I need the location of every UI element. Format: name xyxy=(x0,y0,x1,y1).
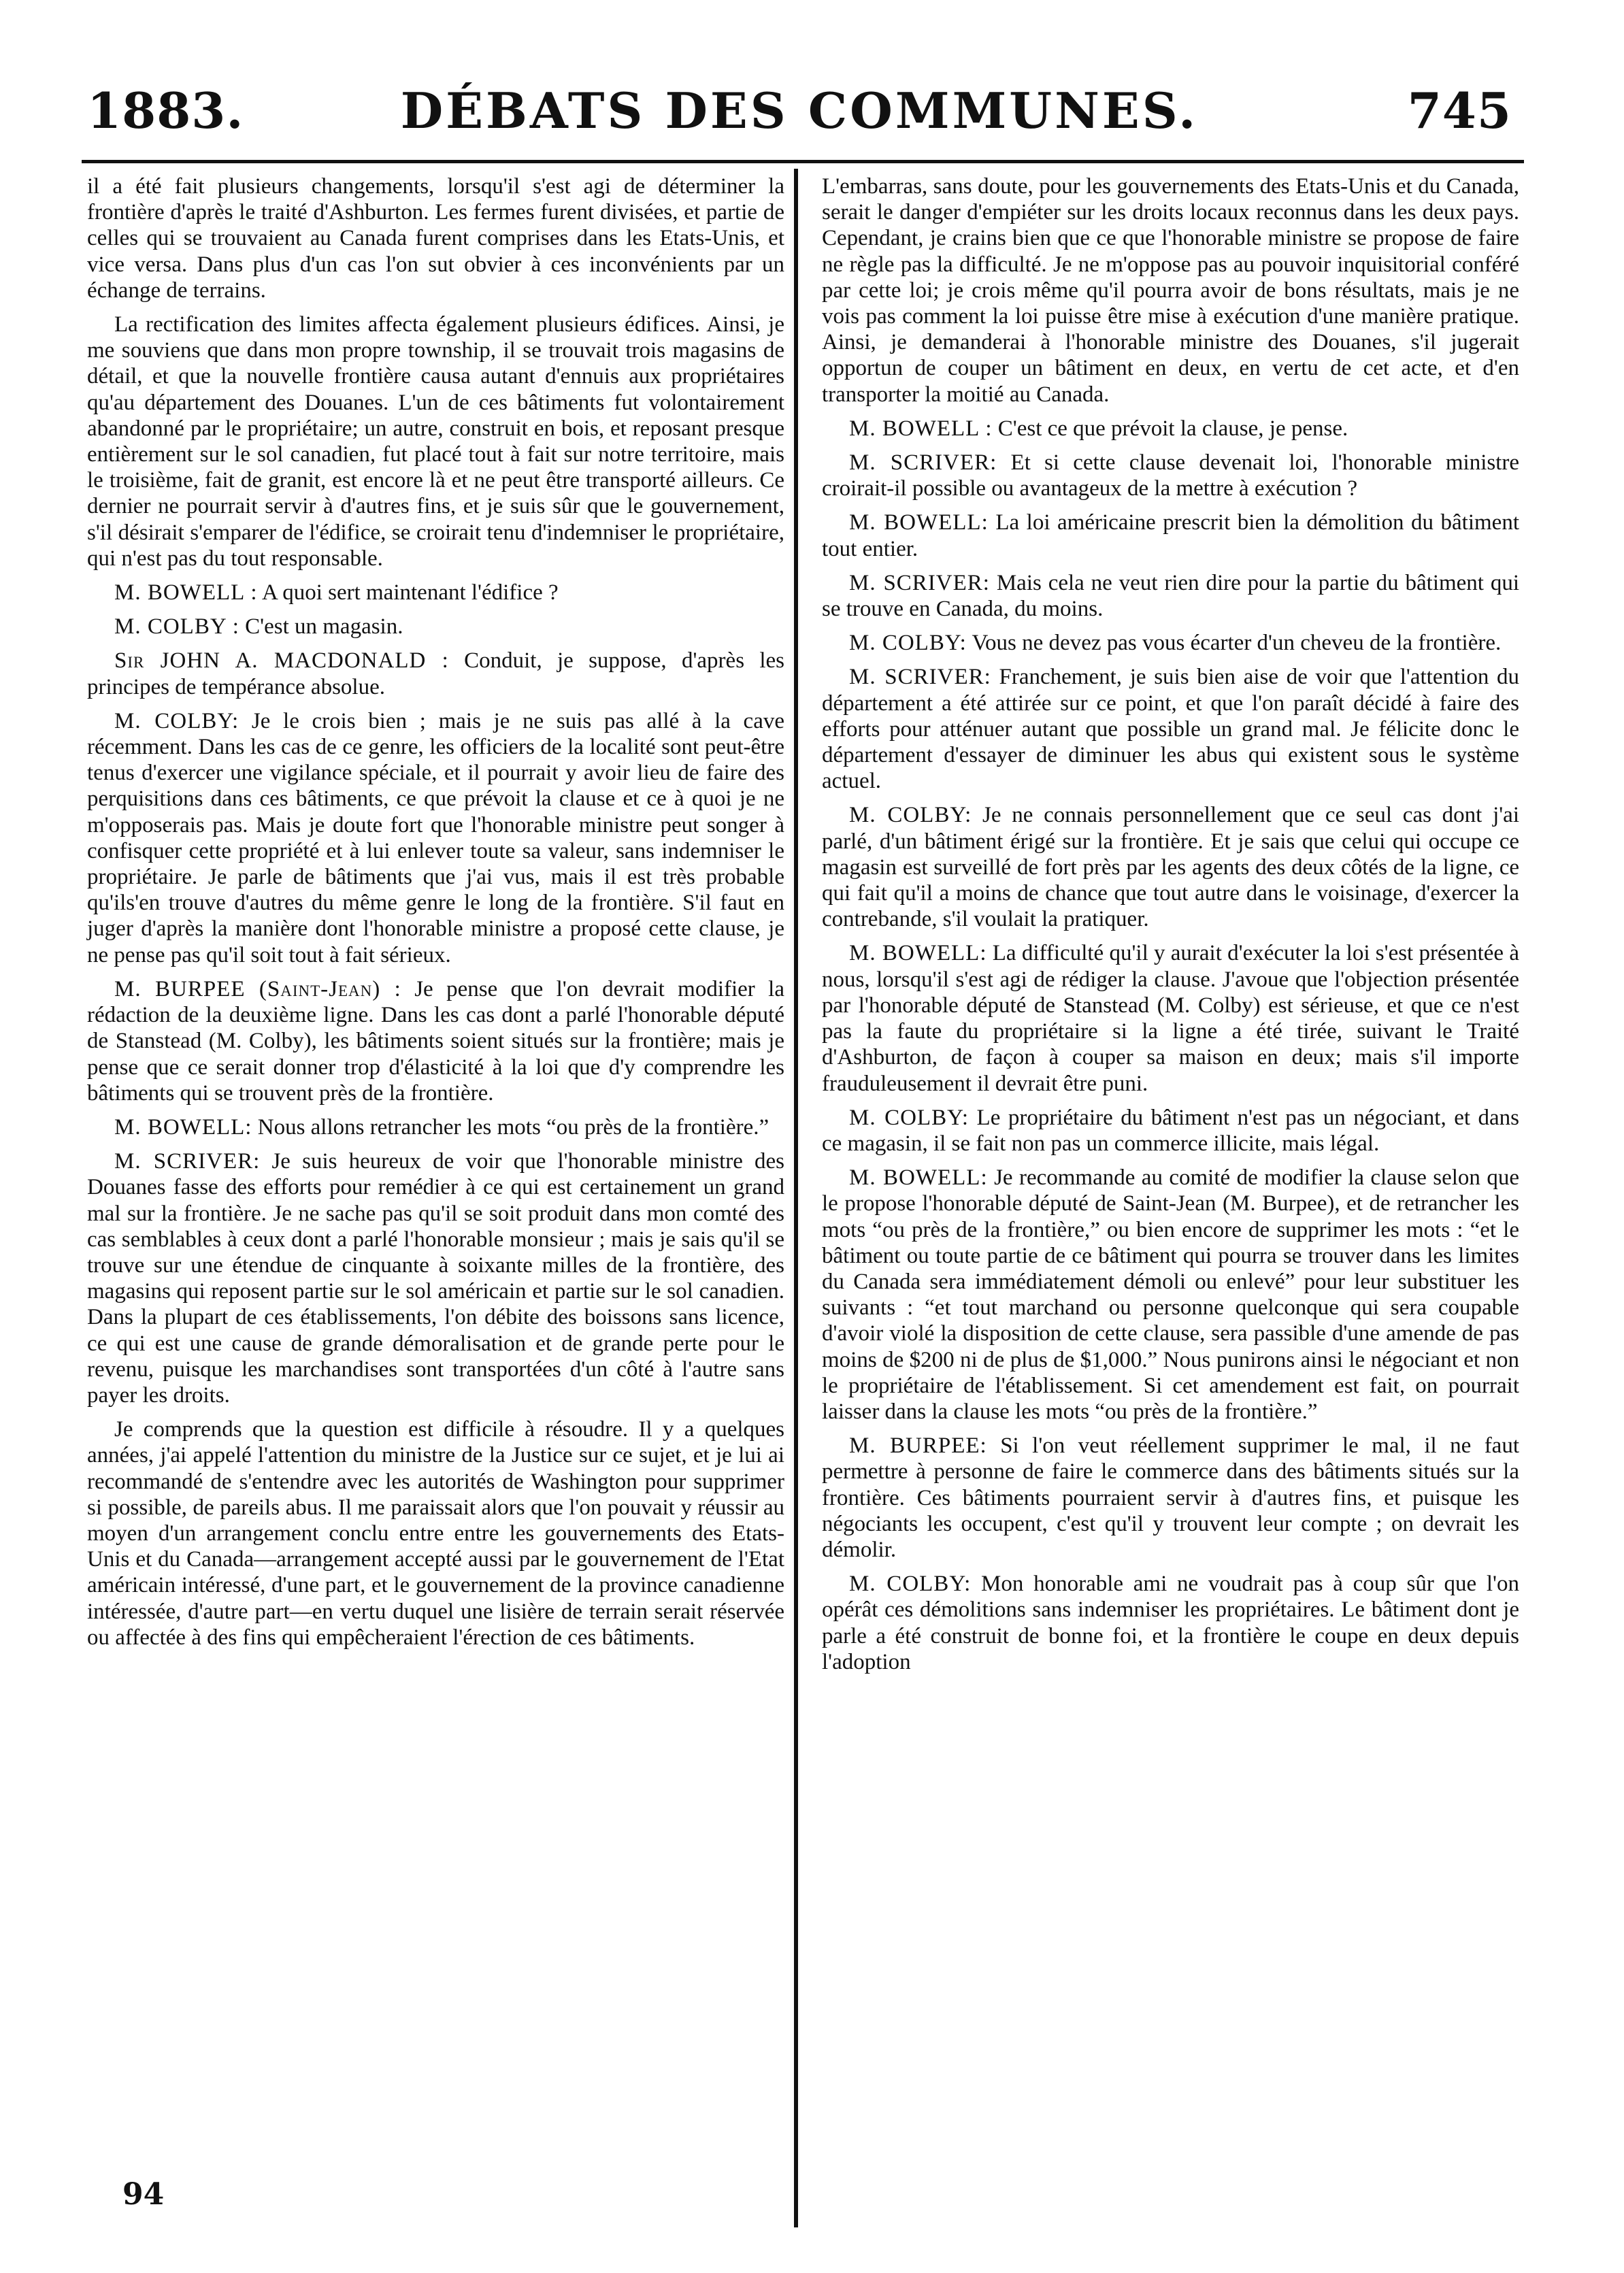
speaker-name: M. SCRIVER: xyxy=(114,1149,261,1174)
paragraph-text: Mais cela ne veut rien dire pour la partie du bâtiment qui se trouve en Canada, du moins. xyxy=(822,570,1519,622)
paragraph xyxy=(822,1433,1519,1563)
column-divider xyxy=(794,169,798,2227)
paragraph xyxy=(822,664,1519,794)
paragraph-text: Le propriétaire du bâtiment n'est pas un négociant, et dans ce magasin, il se fait non pas un commerce illicite, mais légal. xyxy=(822,1105,1519,1156)
paragraph xyxy=(822,630,1519,656)
header-title: DÉBATS DES COMMUNES. xyxy=(400,82,1199,139)
speaker-name: M. BOWELL: xyxy=(849,510,989,535)
paragraph xyxy=(822,1105,1519,1157)
paragraph-text: Si l'on veut réellement supprimer le mal, il ne faut permettre à personne de faire le commerce dans des bâtiments situés sur la frontière. Ces bâtiments pourraient servir à d'autres fins, et puisque les négociants les occupent, c'est qu'il y trouvent leur compte ; on devrait les démolir. xyxy=(822,1433,1519,1562)
header-year: 1883. xyxy=(87,82,244,139)
speaker-name: M. COLBY: xyxy=(849,803,972,828)
paragraph xyxy=(87,614,784,640)
paragraph xyxy=(87,312,784,571)
paragraph xyxy=(822,450,1519,501)
paragraph-text: Je le crois bien ; mais je ne suis pas allé à la cave récemment. Dans les cas de ce genre, les officiers de la localité sont peut-être tenus d'exercer une vigilance spéciale, et il pourrait y avoir lieu de faire des perquisitions dans ces bâtiments, ce que prévoit la clause et ce à quoi je ne m'opposerais pas. Mais je doute fort que l'honorable ministre peut songer à confisquer cette propriété et à lui enlever toute sa valeur, sans indemniser le propriétaire. Je parle de bâtiments que j'ai vus, mais il est très probable qu'ils'en trouve d'autres du même genre le long de la frontière. S'il faut en juger d'après la manière dont l'honorable ministre a proposé cette clause, je ne pense pas qu'il soit tout à fait sérieux. xyxy=(87,708,784,967)
speaker-name: M. COLBY: xyxy=(114,708,239,733)
paragraph xyxy=(87,1416,784,1650)
paragraph-text: il a été fait plusieurs changements, lorsqu'il s'est agi de déterminer la frontière d'après le traité d'Ashburton. Les fermes furent divisées, et partie de celles qui se trouvaient au Canada furent comprises dans les Etats-Unis, et vice versa. Dans plus d'un cas l'on sut obvier à ces inconvénients par un échange de terrains. xyxy=(87,174,784,303)
speaker-name: M. BOWELL: xyxy=(849,1165,988,1191)
speaker-name: M. COLBY : xyxy=(114,614,239,640)
paragraph xyxy=(87,648,784,699)
speaker-name: M. SCRIVER: xyxy=(849,450,997,476)
speaker-name: M. COLBY: xyxy=(849,1105,970,1130)
paragraph-text: L'embarras, sans doute, pour les gouvernements des Etats-Unis et du Canada, serait le danger d'empiéter sur les droits locaux reconnus dans les deux pays. Cependant, je crains bien que ce que l'honorable ministre se propose de faire ne règle pas la difficulté. Je ne m'oppose pas au pouvoir inquisitorial conféré par cette loi; je crois même qu'il pourra avoir de bons résultats, mais je ne vois pas comment la loi puisse être mise à exécution d'une manière pratique. Ainsi, je demanderai à l'honorable ministre des Douanes, s'il jugerait opportun de couper un bâtiment en deux, en vertu de cet acte, et d'en transporter la moitié au Canada. xyxy=(822,174,1519,407)
paragraph xyxy=(87,708,784,968)
speaker-name: M. COLBY: xyxy=(849,1572,972,1597)
speaker-name: M. BOWELL: xyxy=(114,1114,252,1140)
paragraph xyxy=(87,173,784,303)
paragraph-text: C'est un magasin. xyxy=(245,614,403,640)
paragraph xyxy=(87,1148,784,1408)
paragraph xyxy=(822,416,1519,442)
paragraph-text: C'est ce que prévoit la clause, je pense. xyxy=(997,416,1348,441)
paragraph xyxy=(822,802,1519,932)
paragraph-text: Vous ne devez pas vous écarter d'un cheveu de la frontière. xyxy=(972,631,1502,656)
paragraph-text: La difficulté qu'il y aurait d'exécuter la loi s'est présentée à nous, lorsqu'il s'est agi de rédiger la clause. J'avoue que l'objection présentée par l'honorable député de Stanstead (M. Colby) est sérieuse, et que ce n'est pas la faute du propriétaire si la ligne a été tirée, suivant le Traité d'Ashburton, de façon à couper sa maison en deux; mais s'il importe frauduleusement il devrait être puni. xyxy=(822,941,1519,1096)
paragraph-text: Mon honorable ami ne voudrait pas à coup sûr que l'on opérât ces démolitions sans indemniser les propriétaires. Le bâtiment dont je parle a été construit de bonne foi, et la frontière le coupe en deux depuis l'adoption xyxy=(822,1572,1520,1674)
paragraph-text: Je recommande au comité de modifier la clause selon que le propose l'honorable député de Saint-Jean (M. Burpee), et de retrancher les mots “ou près de la frontière,” ou bien encore de supprimer les mots : “et le bâtiment ou toute partie de ce bâtiment qui pourra se trouver dans les limites du Canada sera immédiatement démoli ou enlevé” pour leur substituer les suivants : “et tout marchand ou personne quelconque qui sera coupable d'avoir violé la disposition de cette clause, sera passible d'une amende de pas moins de $200 ni de plus de $1,000.” Nous punirons ainsi le négociant et non le propriétaire de l'établissement. Si cet amendement est fait, on pourrait laisser dans la clause les mots “ou près de la frontière.” xyxy=(822,1165,1519,1424)
paragraph xyxy=(822,173,1519,408)
paragraph xyxy=(822,510,1519,561)
paragraph xyxy=(87,580,784,605)
paragraph-text: Je suis heureux de voir que l'honorable ministre des Douanes fasse des efforts pour remédier à ce qui est certainement un grand mal sur la frontière. Je ne sache pas qu'il se soit produit dans mon comté des cas semblables à ceux dont a parlé l'honorable monsieur ; mais je sais qu'il se trouve sur une étendue de cinquante à soixante milles de la frontière, des magasins qui reposent partie sur le sol américain et partie sur le sol canadien. Dans la plupart de ces établissements, l'on débite des boissons sans licence, ce qui est une cause de grande démoralisation et de grande perte pour le revenu, puisque les marchandises sont transportées d'un côté à l'autre sans payer les droits. xyxy=(87,1149,785,1408)
page-header xyxy=(82,80,1517,155)
paragraph-text: Je ne connais personnellement que ce seul cas dont j'ai parlé, d'un bâtiment érigé sur la frontière. Et je sais que celui qui occupe ce magasin est surveillé de fort près par les agents des deux côtés de la ligne, ce qui fait qu'il a moins de chance que tout autre dans le voisinage, d'exercer la contrebande, s'il voulait la pratiquer. xyxy=(822,803,1519,932)
paragraph xyxy=(87,1114,784,1140)
paragraph-text: Franchement, je suis bien aise de voir que l'attention du département a été attirée sur ce point, et que l'on paraît décidé à faire des efforts pour atténuer autant que possible un grand mal. Je félicite donc le département d'essayer de diminuer les abus qui existent sous le système actuel. xyxy=(822,665,1520,794)
paragraph-text: Conduit, je suppose, d'après les principes de tempérance absolue. xyxy=(87,648,784,699)
paragraph xyxy=(87,976,784,1106)
paragraph-text: La rectification des limites affecta également plusieurs édifices. Ainsi, je me souviens que dans mon propre township, il se trouvait trois magasins de détail, et que la nouvelle frontière causa autant d'ennuis aux propriétaires qu'au département des Douanes. L'un de ces bâtiments fut volontairement abandonné par le propriétaire; un autre, construit en bois, et reposant presque entièrement sur le sol canadien, fut placé tout à fait sur notre territoire, mais le troisième, fait de granit, est encore là et ne peut être transporté ailleurs. Ce dernier ne pourrait servir à d'autres fins, et je suis sûr que le gouvernement, s'il désirait s'emparer de l'édifice, se croirait tenu d'indemniser le propriétaire, qui n'est pas du tout responsable. xyxy=(87,312,784,571)
right-column xyxy=(822,173,1519,1683)
speaker-name: M. BOWELL: xyxy=(849,941,987,966)
signature-mark: 94 xyxy=(122,2177,165,2212)
header-page-number: 745 xyxy=(1407,82,1512,139)
paragraph-text: Et si cette clause devenait loi, l'honorable ministre croirait-il possible ou avantageux de la mettre à exécution ? xyxy=(822,450,1520,501)
speaker-name: M. BOWELL : xyxy=(849,416,993,441)
paragraph xyxy=(822,940,1519,1096)
paragraph-text: A quoi sert maintenant l'édifice ? xyxy=(261,580,559,605)
header-rule xyxy=(82,160,1524,163)
speaker-name: M. SCRIVER: xyxy=(849,570,990,595)
paragraph-text: Nous allons retrancher les mots “ou près de la frontière.” xyxy=(257,1114,769,1140)
speaker-name: Sir JOHN A. MACDONALD : xyxy=(114,648,449,674)
paragraph-text: Je comprends que la question est difficile à résoudre. Il y a quelques années, j'ai appelé l'attention du ministre de la Justice sur ce sujet, et je lui ai recommandé de s'entendre avec les autorités de Washington pour supprimer si possible, de pareils abus. Il me paraissait alors que l'on pouvait y réussir au moyen d'un arrangement conclu entre entre les gouvernements des Etats-Unis et du Canada—arrangement accepté aussi par le gouvernement de l'Etat américain intéressé, d'une part, et le gouvernement de la province canadienne intéressée, d'autre part—en vertu duquel une lisière de terrain serait réservée ou affectée à des fins qui empêcheraient l'érection de ces bâtiments. xyxy=(87,1417,784,1650)
speaker-name: M. BURPEE: xyxy=(849,1433,987,1459)
speaker-name: M. BOWELL : xyxy=(114,580,258,605)
paragraph xyxy=(822,1571,1519,1675)
speaker-name: M. COLBY: xyxy=(849,631,967,656)
paragraph xyxy=(822,1165,1519,1425)
paragraph-text: La loi américaine prescrit bien la démolition du bâtiment tout entier. xyxy=(822,510,1519,561)
paragraph-text: Je pense que l'on devrait modifier la rédaction de la deuxième ligne. Dans les cas dont a parlé l'honorable député de Stanstead (M. Colby), les bâtiments soient situés sur la frontière; mais je pense que ce serait donner trop d'élasticité à la loi que d'y comprendre les bâtiments qui se trouvent près de la frontière. xyxy=(87,976,784,1106)
speaker-name: M. BURPEE (Saint-Jean) : xyxy=(114,976,401,1001)
left-column xyxy=(87,173,784,1659)
paragraph xyxy=(822,570,1519,622)
speaker-name: M. SCRIVER: xyxy=(849,665,991,690)
